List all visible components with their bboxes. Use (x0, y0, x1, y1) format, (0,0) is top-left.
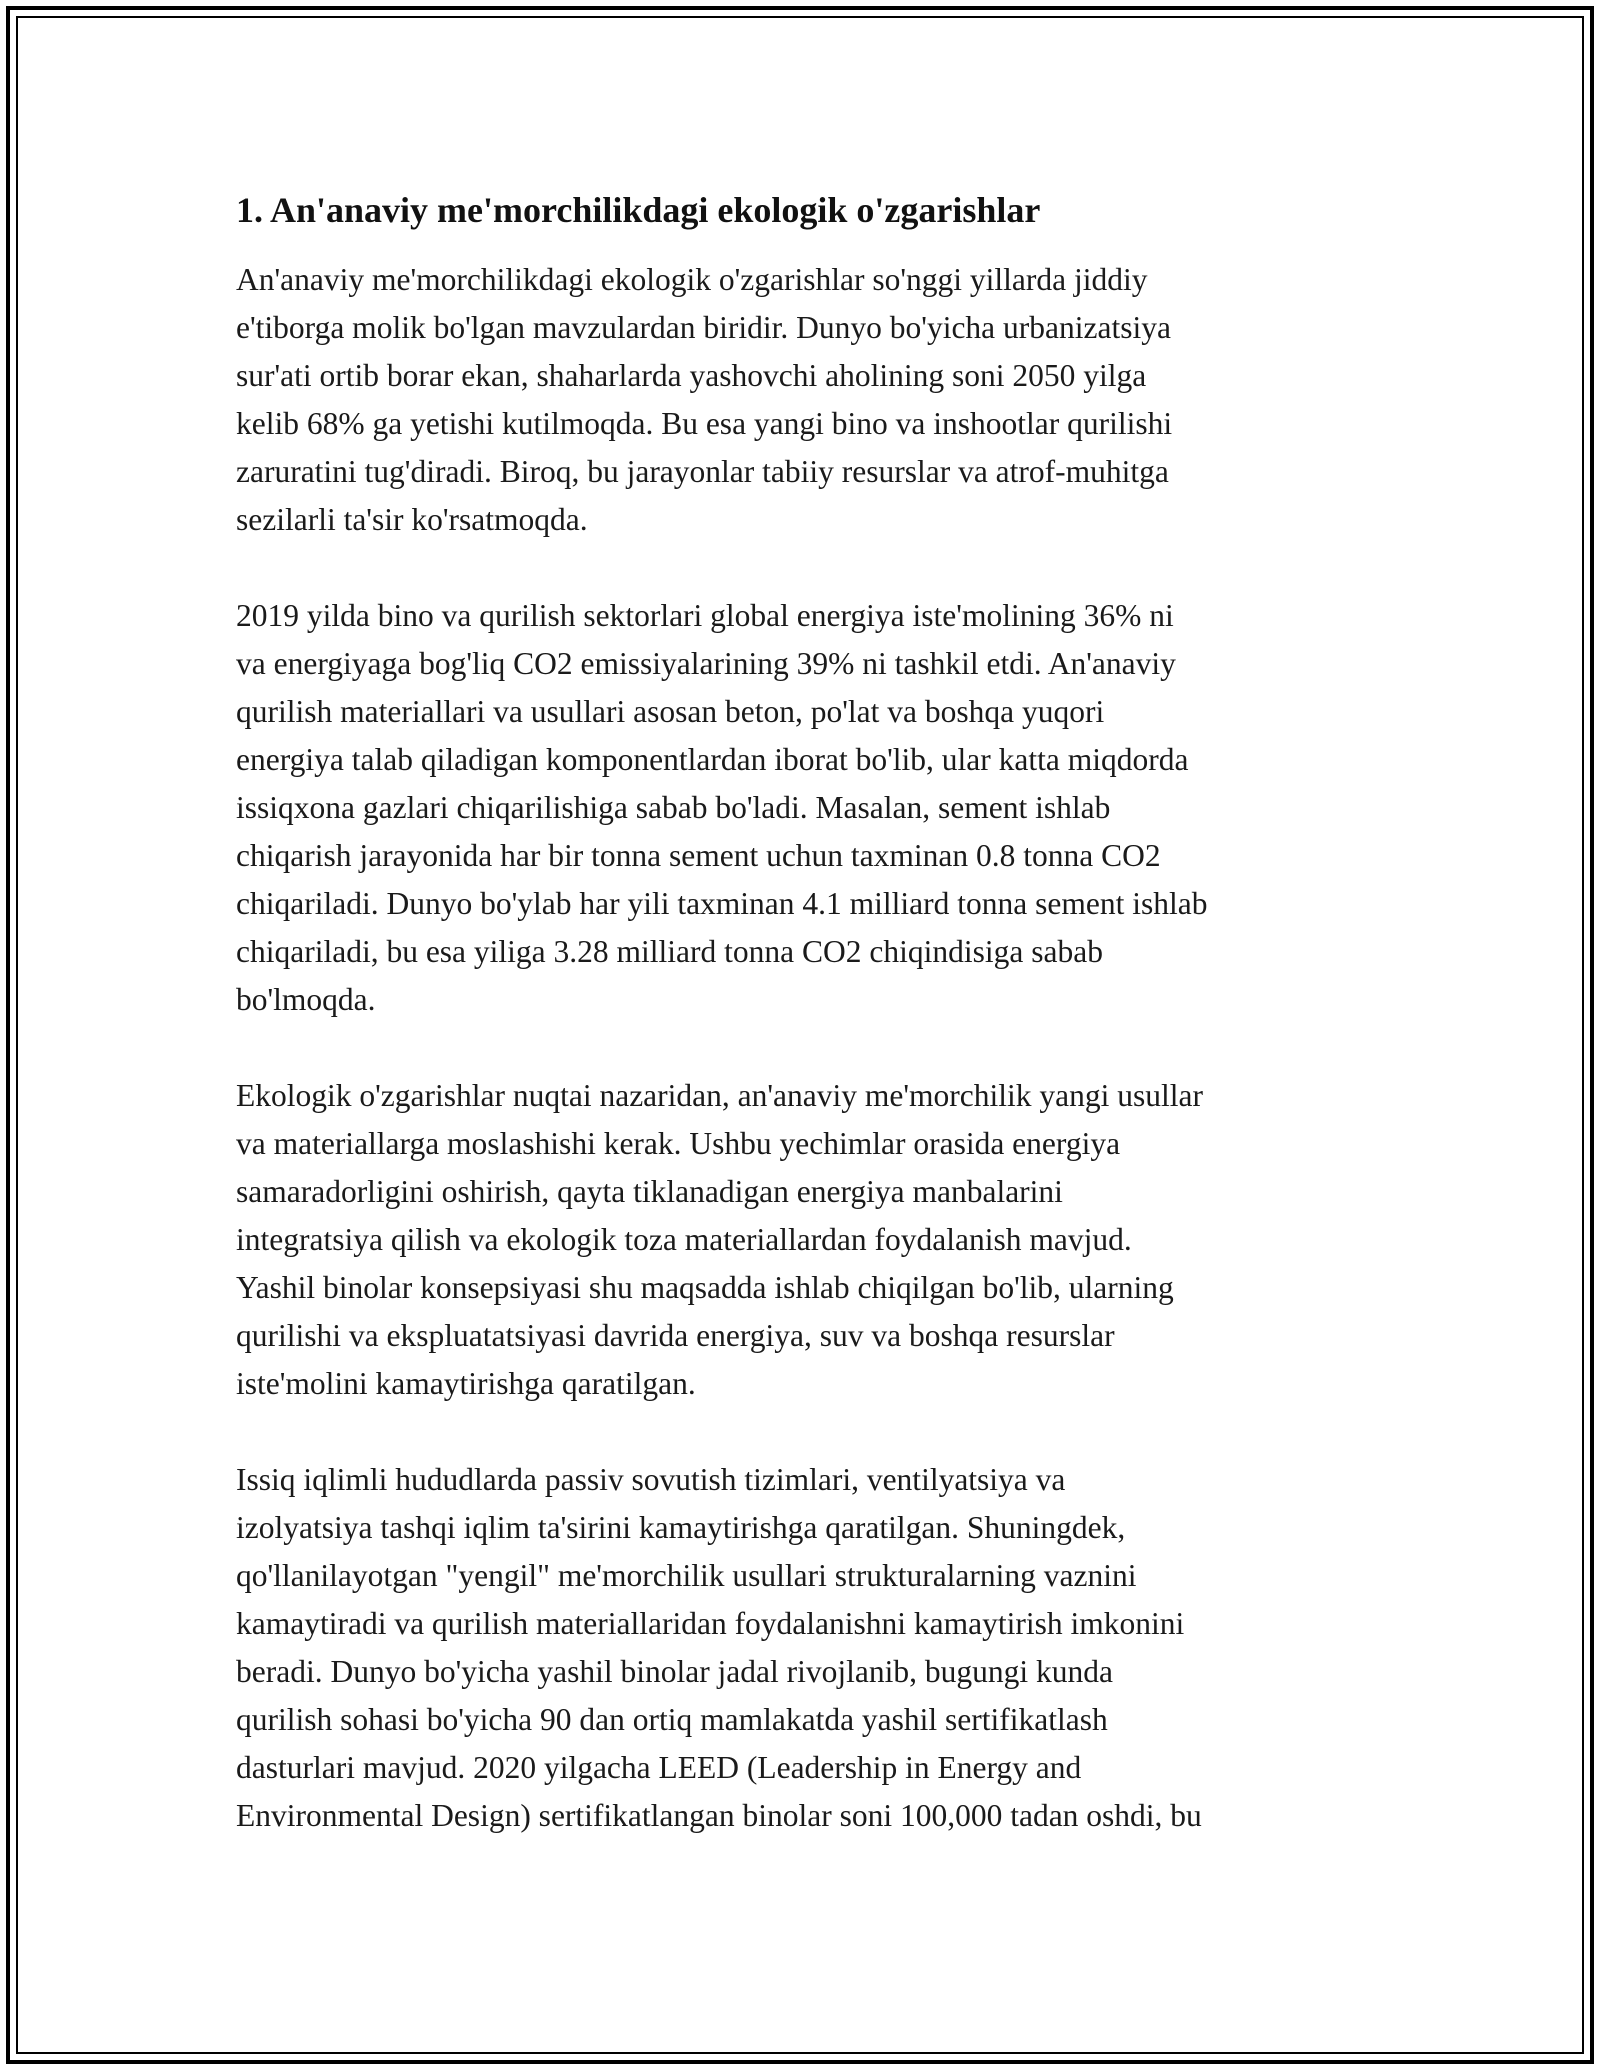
paragraph-2 (236, 592, 1376, 1024)
paragraph-line: qurilish sohasi bo'yicha 90 dan ortiq mamlakatda yashil sertifikatlash (236, 1702, 1108, 1737)
paragraph-line: e'tiborga molik bo'lgan mavzulardan biridir. Dunyo bo'yicha urbanizatsiya (236, 310, 1171, 345)
paragraph-line: issiqxona gazlari chiqarilishiga sabab bo'ladi. Masalan, sement ishlab (236, 790, 1111, 825)
paragraph-line: qurilish materiallari va usullari asosan beton, po'lat va boshqa yuqori (236, 694, 1105, 729)
paragraph-line: sur'ati ortib borar ekan, shaharlarda yashovchi aholining soni 2050 yilga (236, 358, 1147, 393)
paragraph-line: integratsiya qilish va ekologik toza materiallardan foydalanish mavjud. (236, 1222, 1132, 1257)
paragraph-line: An'anaviy me'morchilikdagi ekologik o'zgarishlar so'nggi yillarda jiddiy (236, 262, 1148, 297)
paragraph-line: qo'llanilayotgan "yengil" me'morchilik usullari strukturalarning vaznini (236, 1558, 1137, 1593)
paragraph-3 (236, 1072, 1376, 1408)
paragraph-line: va energiyaga bog'liq CO2 emissiyalarining 39% ni tashkil etdi. An'anaviy (236, 646, 1176, 681)
paragraph-line: Environmental Design) sertifikatlangan binolar soni 100,000 tadan oshdi, bu (236, 1798, 1202, 1833)
paragraph-line: beradi. Dunyo bo'yicha yashil binolar jadal rivojlanib, bugungi kunda (236, 1654, 1113, 1689)
paragraph-line: chiqariladi, bu esa yiliga 3.28 milliard tonna CO2 chiqindisiga sabab (236, 934, 1103, 969)
paragraph-line: samaradorligini oshirish, qayta tiklanadigan energiya manbalarini (236, 1174, 1063, 1209)
paragraph-4 (236, 1456, 1376, 1840)
paragraph-line: 2019 yilda bino va qurilish sektorlari global energiya iste'molining 36% ni (236, 598, 1174, 633)
paragraph-line: zaruratini tug'diradi. Biroq, bu jarayonlar tabiiy resurslar va atrof-muhitga (236, 454, 1169, 489)
paragraph-line: sezilarli ta'sir ko'rsatmoqda. (236, 502, 588, 537)
section-heading: 1. An'anaviy me'morchilikdagi ekologik o'zgarishlar (236, 190, 1041, 230)
paragraph-line: iste'molini kamaytirishga qaratilgan. (236, 1366, 696, 1401)
paragraph-line: kamaytiradi va qurilish materiallaridan foydalanishni kamaytirish imkonini (236, 1606, 1185, 1641)
paragraph-line: energiya talab qiladigan komponentlardan iborat bo'lib, ular katta miqdorda (236, 742, 1189, 777)
paragraph-line: chiqariladi. Dunyo bo'ylab har yili taxminan 4.1 milliard tonna sement ishlab (236, 886, 1208, 921)
paragraph-line: dasturlari mavjud. 2020 yilgacha LEED (Leadership in Energy and (236, 1750, 1082, 1785)
paragraph-line: Issiq iqlimli hududlarda passiv sovutish tizimlari, ventilyatsiya va (236, 1462, 1066, 1497)
paragraph-line: Yashil binolar konsepsiyasi shu maqsadda ishlab chiqilgan bo'lib, ularning (236, 1270, 1174, 1305)
paragraph-line: qurilishi va ekspluatatsiyasi davrida energiya, suv va boshqa resurslar (236, 1318, 1115, 1353)
paragraph-line: kelib 68% ga yetishi kutilmoqda. Bu esa yangi bino va inshootlar qurilishi (236, 406, 1173, 441)
paragraph-1 (236, 256, 1376, 544)
document-body (236, 186, 1376, 1888)
paragraph-line: chiqarish jarayonida har bir tonna sement uchun taxminan 0.8 tonna CO2 (236, 838, 1161, 873)
paragraph-line: bo'lmoqda. (236, 982, 376, 1017)
paragraph-line: va materiallarga moslashishi kerak. Ushbu yechimlar orasida energiya (236, 1126, 1121, 1161)
paragraph-line: Ekologik o'zgarishlar nuqtai nazaridan, an'anaviy me'morchilik yangi usullar (236, 1078, 1203, 1113)
paragraph-line: izolyatsiya tashqi iqlim ta'sirini kamaytirishga qaratilgan. Shuningdek, (236, 1510, 1126, 1545)
